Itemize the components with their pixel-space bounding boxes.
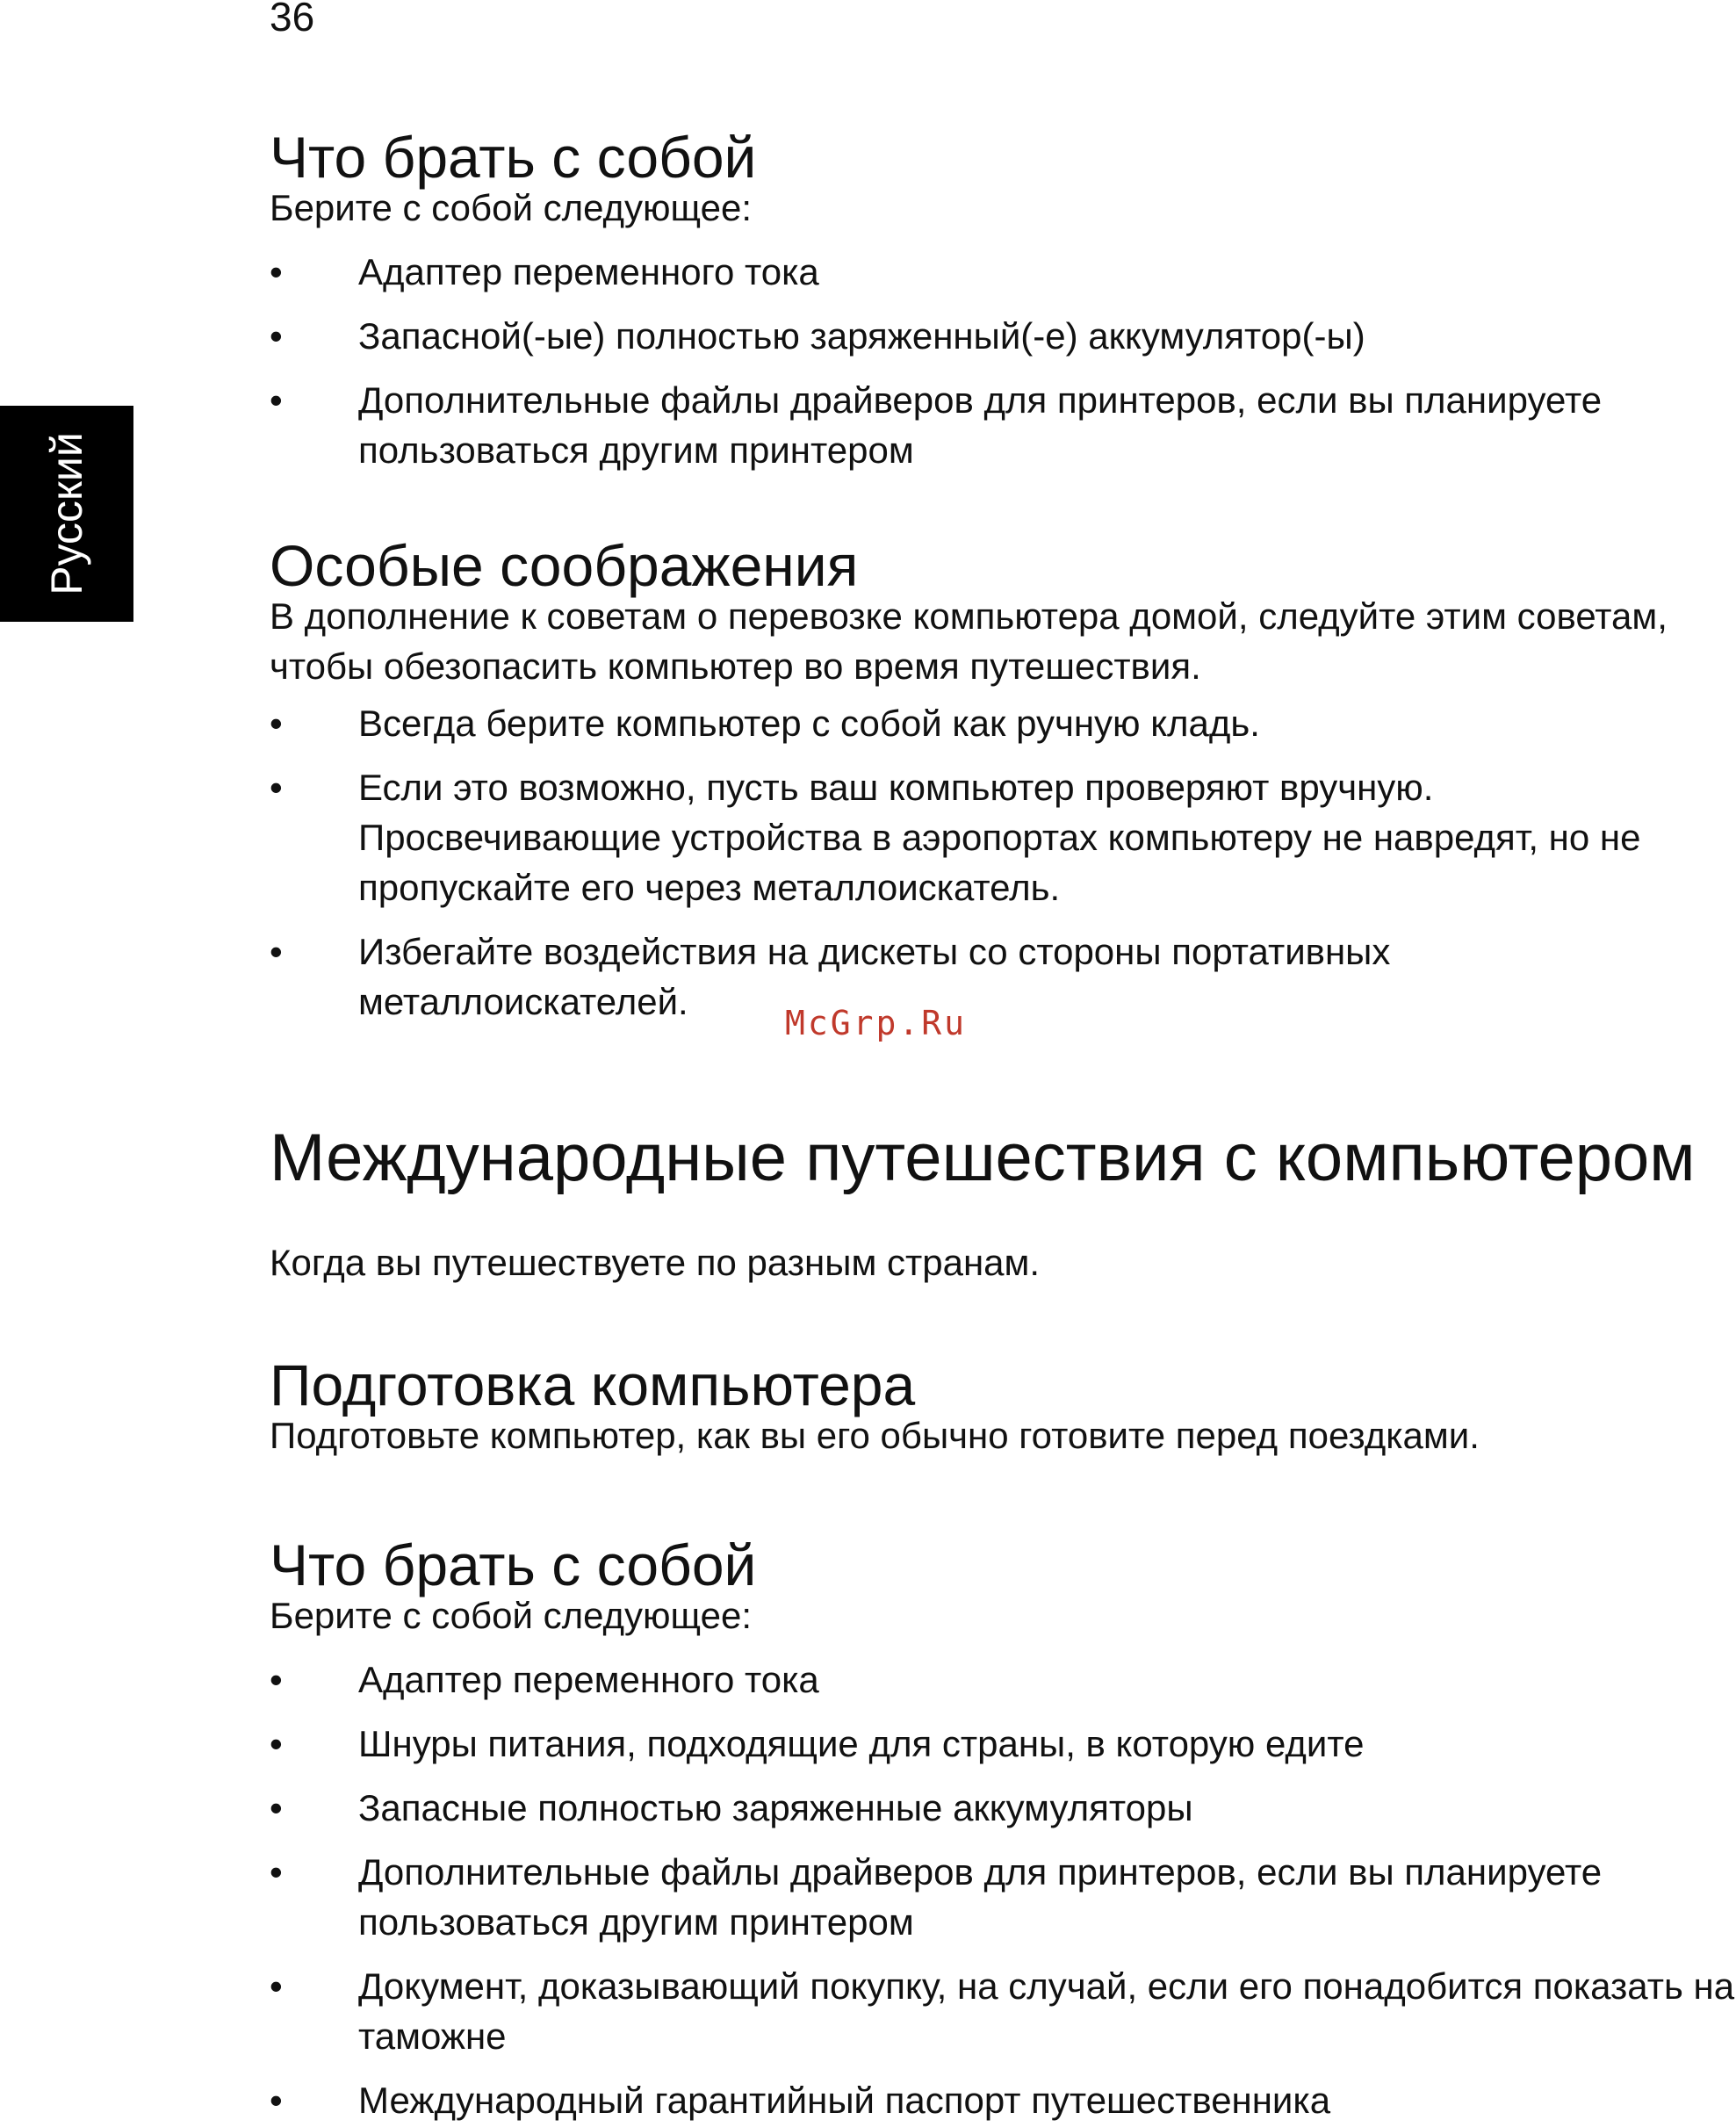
list-item-text: Запасные полностью заряженные аккумуляторы	[358, 1787, 1193, 1828]
list-item	[270, 1719, 1736, 1769]
list-item-text: Международный гарантийный паспорт путешественника	[358, 2080, 1331, 2121]
list-item	[270, 762, 1736, 912]
bullet-list	[270, 698, 1736, 1027]
section-intro: Берите с собой следующее:	[270, 1595, 752, 1636]
section-title-preparing-computer: Подготовка компьютера	[270, 1352, 916, 1417]
section-intro: Подготовьте компьютер, как вы его обычно готовите перед поездками.	[270, 1415, 1480, 1456]
list-item	[270, 1655, 1736, 1705]
list-item-text: Документ, доказывающий покупку, на случай, если его понадобится показать на таможне	[358, 1965, 1735, 2057]
list-item-text: Дополнительные файлы драйверов для принтеров, если вы планируете пользоваться другим принтером	[358, 1851, 1603, 1943]
list-item-text: Адаптер переменного тока	[358, 1659, 819, 1700]
list-item-text: Избегайте воздействия на дискеты со стороны портативных металлоискателей.	[358, 931, 1391, 1022]
page-content	[270, 121, 1736, 2125]
section-title-what-to-take: Что брать с собой	[270, 125, 757, 190]
bullet-list	[270, 1655, 1736, 2125]
list-item	[270, 1961, 1736, 2061]
list-item	[270, 698, 1736, 748]
list-item-text: Адаптер переменного тока	[358, 251, 819, 292]
bullet-icon: •	[270, 1723, 283, 1764]
list-item-text: Дополнительные файлы драйверов для принтеров, если вы планируете пользоваться другим принтером	[358, 379, 1603, 471]
bullet-icon: •	[270, 931, 283, 972]
list-item-text: Запасной(-ые) полностью заряженный(-е) аккумулятор(-ы)	[358, 315, 1365, 357]
chapter-title-international-travel: Международные путешествия с компьютером	[270, 1121, 1696, 1195]
list-item-text: Если это возможно, пусть ваш компьютер проверяют вручную. Просвечивающие устройства в аэропортах компьютеру не навредят, но не пропускайте его через металлоискатель.	[358, 767, 1641, 908]
bullet-icon: •	[270, 767, 283, 808]
watermark-area	[270, 1004, 1736, 1088]
list-item	[270, 311, 1736, 361]
section-intro: В дополнение к советам о перевозке компьютера домой, следуйте этим советам, чтобы обезопасить компьютер во время путешествия.	[270, 595, 1668, 687]
list-item	[270, 927, 1736, 1027]
list-item	[270, 1783, 1736, 1833]
watermark: McGrp.Ru	[785, 1004, 968, 1042]
bullet-icon: •	[270, 1659, 283, 1700]
section-title-special-considerations: Особые соображения	[270, 533, 859, 598]
bullet-icon: •	[270, 1965, 283, 2007]
section-intro: Берите с собой следующее:	[270, 187, 752, 228]
list-item	[270, 1847, 1736, 1947]
bullet-icon: •	[270, 1851, 283, 1893]
bullet-list	[270, 247, 1736, 475]
list-item	[270, 375, 1736, 475]
bullet-icon: •	[270, 315, 283, 357]
bullet-icon: •	[270, 703, 283, 744]
language-side-tab	[0, 406, 133, 622]
section-intro: Когда вы путешествуете по разным странам.	[270, 1242, 1041, 1283]
list-item	[270, 2075, 1736, 2125]
list-item	[270, 247, 1736, 297]
language-side-tab-label: Русский	[42, 432, 91, 595]
list-item-text: Всегда берите компьютер с собой как ручную кладь.	[358, 703, 1260, 744]
section-title-what-to-take: Что брать с собой	[270, 1532, 757, 1597]
bullet-icon: •	[270, 1787, 283, 1828]
page-number: 36	[270, 0, 315, 40]
list-item-text: Шнуры питания, подходящие для страны, в которую едите	[358, 1723, 1365, 1764]
bullet-icon: •	[270, 379, 283, 421]
bullet-icon: •	[270, 2080, 283, 2121]
bullet-icon: •	[270, 251, 283, 292]
